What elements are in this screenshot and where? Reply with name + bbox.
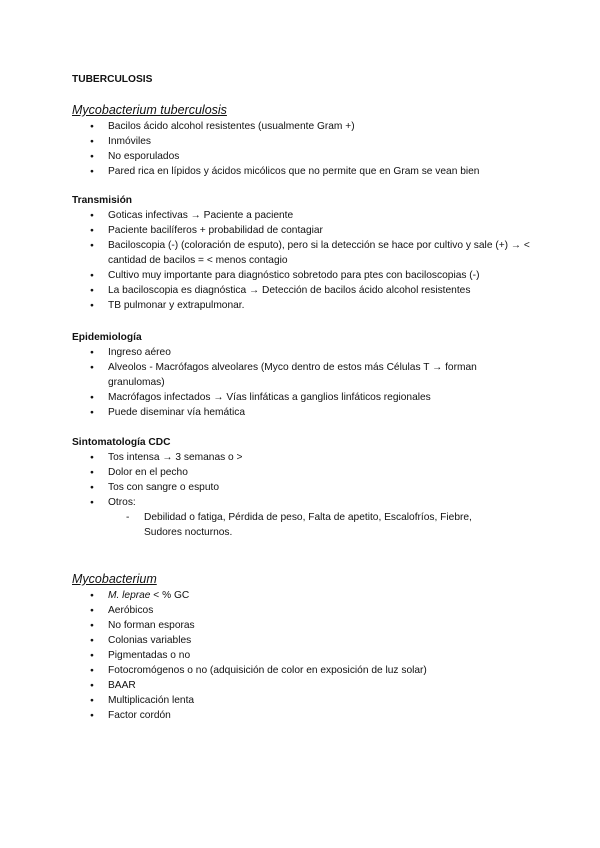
list-item: ● Otros: bbox=[72, 495, 532, 510]
bullet-list bbox=[72, 588, 532, 723]
sub-list bbox=[72, 510, 532, 540]
section-heading: Sintomatología CDC bbox=[72, 437, 171, 448]
list-item: ● Goticas infectivas → Paciente a paciente bbox=[72, 208, 532, 223]
list-item: ● Tos intensa → 3 semanas o > bbox=[72, 450, 532, 465]
list-item: ● Aeróbicos bbox=[72, 603, 532, 618]
section-transmision bbox=[72, 193, 532, 313]
list-item: ● BAAR bbox=[72, 678, 532, 693]
section-heading: Mycobacterium bbox=[72, 572, 157, 586]
section-heading: Epidemiología bbox=[72, 332, 142, 343]
list-item: ● Fotocromógenos o no (adquisición de color en exposición de luz solar) bbox=[72, 663, 532, 678]
section-heading: Mycobacterium tuberculosis bbox=[72, 103, 227, 117]
list-item: ● Pigmentadas o no bbox=[72, 648, 532, 663]
list-item: ● Multiplicación lenta bbox=[72, 693, 532, 708]
list-item: ● No esporulados bbox=[72, 149, 532, 164]
list-item bbox=[72, 588, 532, 603]
list-item: ● Paciente bacilíferos + probabilidad de contagiar bbox=[72, 223, 532, 238]
section-sintomatologia bbox=[72, 435, 532, 540]
list-item-text: < % GC bbox=[150, 590, 190, 601]
list-item: ● Factor cordón bbox=[72, 708, 532, 723]
list-item: ● Baciloscopia (-) (coloración de esputo), pero si la detección se hace por cultivo y sale (+) → < cantidad de bacilos = < menos contagio bbox=[72, 238, 532, 268]
species-name: M. leprae bbox=[108, 590, 151, 601]
list-item: ● Cultivo muy importante para diagnóstico sobretodo para ptes con baciloscopias (-) bbox=[72, 268, 532, 283]
list-item: ● Alveolos - Macrófagos alveolares (Myco dentro de estos más Células T → forman granulomas) bbox=[72, 360, 532, 390]
bullet-list bbox=[72, 119, 532, 179]
list-item: ● Pared rica en lípidos y ácidos micólicos que no permite que en Gram se vean bien bbox=[72, 164, 532, 179]
list-item: ● Bacilos ácido alcohol resistentes (usualmente Gram +) bbox=[72, 119, 532, 134]
list-item: ● Macrófagos infectados → Vías linfáticas a ganglios linfáticos regionales bbox=[72, 390, 532, 405]
list-item: ● Puede diseminar vía hemática bbox=[72, 405, 532, 420]
list-item: ● No forman esporas bbox=[72, 618, 532, 633]
list-item: ● Tos con sangre o esputo bbox=[72, 480, 532, 495]
list-item: ● TB pulmonar y extrapulmonar. bbox=[72, 298, 532, 313]
list-item: ● Colonias variables bbox=[72, 633, 532, 648]
section-mycobacterium-tuberculosis bbox=[72, 102, 532, 179]
list-item: ● La baciloscopia es diagnóstica → Detección de bacilos ácido alcohol resistentes bbox=[72, 283, 532, 298]
section-mycobacterium bbox=[72, 571, 532, 723]
sub-list-item: - Debilidad o fatiga, Pérdida de peso, Falta de apetito, Escalofríos, Fiebre, Sudores nocturnos. bbox=[72, 510, 504, 540]
list-item: ● Inmóviles bbox=[72, 134, 532, 149]
bullet-list bbox=[72, 345, 532, 420]
list-item: ● Dolor en el pecho bbox=[72, 465, 532, 480]
bullet-list bbox=[72, 208, 532, 313]
list-item: ● Ingreso aéreo bbox=[72, 345, 532, 360]
document-title: TUBERCULOSIS bbox=[72, 74, 153, 85]
bullet-list bbox=[72, 450, 532, 510]
section-epidemiologia bbox=[72, 330, 532, 420]
section-heading: Transmisión bbox=[72, 195, 133, 206]
